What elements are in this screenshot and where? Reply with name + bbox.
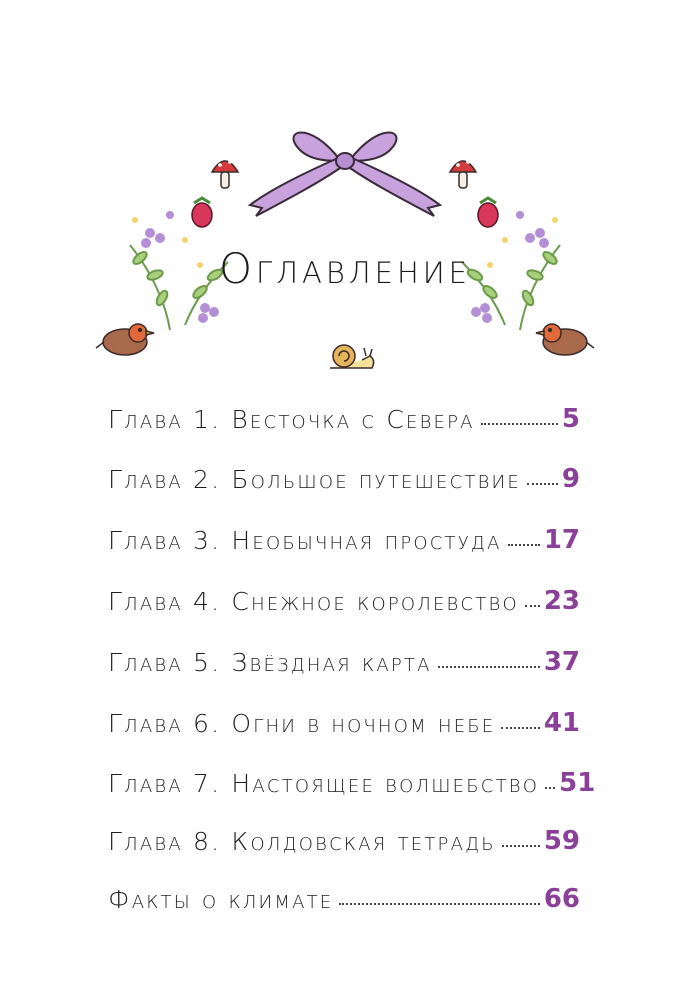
mushroom-icon bbox=[450, 160, 476, 188]
toc-entry-page: 41 bbox=[543, 708, 580, 738]
toc-entry-label: Глава 1. Весточка с Севера bbox=[108, 405, 475, 434]
toc-entry-label: Глава 8. Колдовская тетрадь bbox=[108, 827, 496, 856]
robin-bird-icon bbox=[96, 324, 154, 355]
toc-entry[interactable] bbox=[108, 806, 580, 856]
robin-bird-icon bbox=[536, 324, 594, 355]
dot-leader bbox=[508, 544, 540, 546]
toc-entry-page: 66 bbox=[543, 884, 580, 914]
toc-entry[interactable] bbox=[108, 688, 580, 738]
dot-leader bbox=[481, 423, 558, 425]
toc-entry[interactable] bbox=[108, 384, 580, 434]
toc-entry-label: Глава 3. Необычная простуда bbox=[108, 526, 502, 555]
toc-entry-page: 5 bbox=[561, 404, 580, 434]
toc-entry-page: 51 bbox=[559, 768, 596, 798]
dot-leader bbox=[502, 845, 540, 847]
toc-entry[interactable] bbox=[108, 505, 580, 555]
raspberry-icon bbox=[478, 198, 498, 227]
toc-entry-label: Глава 4. Снежное королевство bbox=[108, 587, 519, 616]
toc-entry[interactable] bbox=[108, 748, 596, 798]
toc-entry[interactable] bbox=[108, 566, 580, 616]
ribbon-bow-icon bbox=[250, 133, 440, 217]
dot-leader bbox=[501, 727, 539, 729]
raspberry-icon bbox=[192, 198, 212, 227]
toc-entry[interactable] bbox=[108, 444, 580, 494]
dot-leader bbox=[339, 903, 539, 905]
toc-entry-page: 37 bbox=[543, 647, 580, 677]
toc-entry[interactable] bbox=[108, 864, 580, 914]
dot-leader bbox=[527, 483, 558, 485]
toc-entry-label: Факты о климате bbox=[108, 885, 334, 914]
snail-icon bbox=[330, 345, 374, 368]
toc-entry-page: 9 bbox=[561, 464, 580, 494]
toc-entry-page: 59 bbox=[543, 826, 580, 856]
toc-entry-page: 23 bbox=[543, 586, 580, 616]
toc-entry-page: 17 bbox=[543, 525, 580, 555]
toc-entry[interactable] bbox=[108, 627, 580, 677]
dot-leader bbox=[545, 787, 555, 789]
page-title: Оглавление bbox=[218, 244, 471, 293]
dot-leader bbox=[525, 605, 540, 607]
toc-entry-label: Глава 6. Огни в ночном небе bbox=[108, 709, 496, 738]
decorative-header bbox=[0, 0, 690, 380]
dot-leader bbox=[438, 666, 540, 668]
mushroom-icon bbox=[212, 160, 238, 188]
toc-entry-label: Глава 5. Звёздная карта bbox=[108, 648, 432, 677]
toc-entry-label: Глава 7. Настоящее волшебство bbox=[108, 769, 540, 798]
toc-entry-label: Глава 2. Большое путешествие bbox=[108, 465, 521, 494]
